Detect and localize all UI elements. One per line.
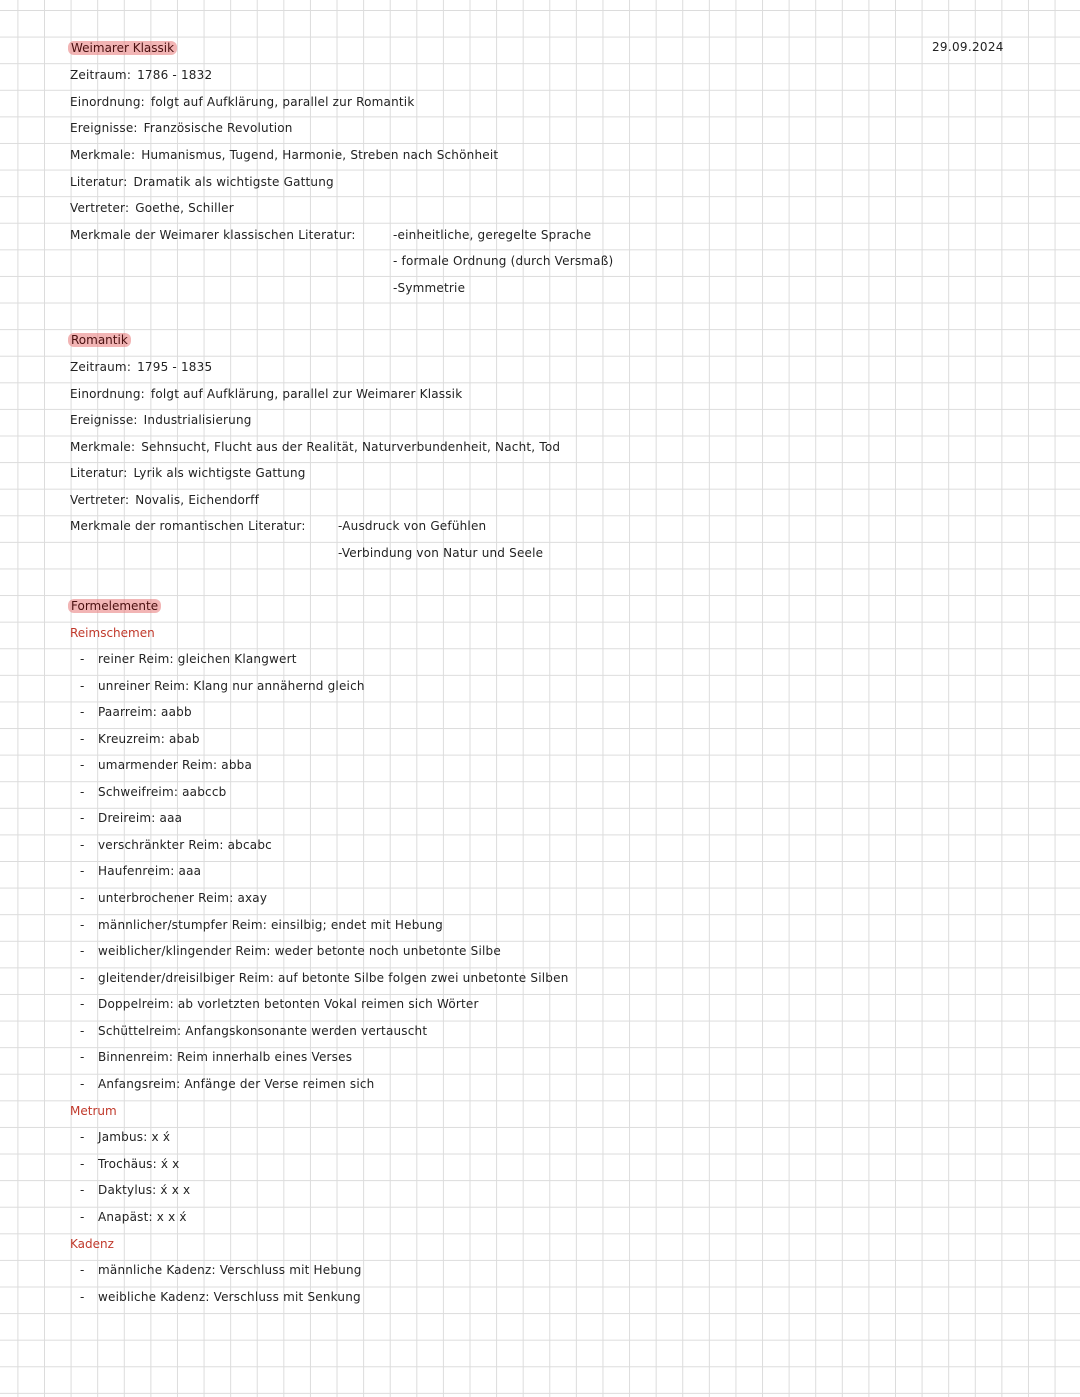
row-key: Vertreter: xyxy=(70,201,130,215)
romantik-row xyxy=(70,465,306,481)
klassik-row xyxy=(70,94,414,110)
list-item: - männliche Kadenz: Verschluss mit Hebung xyxy=(80,1263,362,1277)
item-text: Daktylus: x́ x x xyxy=(98,1183,191,1197)
list-item: - gleitender/dreisilbiger Reim: auf betonte Silbe folgen zwei unbetonte Silben xyxy=(80,971,569,985)
item-text: Doppelreim: ab vorletzten betonten Vokal reimen sich Wörter xyxy=(98,997,479,1011)
romantik-merkmal: -Ausdruck von Gefühlen xyxy=(338,519,487,533)
row-value: Novalis, Eichendorff xyxy=(135,493,259,507)
romantik-row xyxy=(70,439,560,455)
item-text: umarmender Reim: abba xyxy=(98,758,253,772)
list-item: - Schweifreim: aabccb xyxy=(80,785,227,799)
item-text: Schweifreim: aabccb xyxy=(98,785,227,799)
row-value: Dramatik als wichtigste Gattung xyxy=(133,175,334,189)
row-value: 1795 - 1835 xyxy=(137,360,213,374)
klassik-row xyxy=(70,174,334,190)
section-heading-romantik xyxy=(68,332,131,348)
item-text: männlicher/stumpfer Reim: einsilbig; endet mit Hebung xyxy=(98,918,443,932)
section-heading-formelemente xyxy=(68,598,161,614)
heading-text: Weimarer Klassik xyxy=(68,41,177,55)
list-item: - weibliche Kadenz: Verschluss mit Senkung xyxy=(80,1290,361,1304)
list-item: - unterbrochener Reim: axay xyxy=(80,891,268,905)
item-text: reiner Reim: gleichen Klangwert xyxy=(98,652,297,666)
list-item: - Trochäus: x́ x xyxy=(80,1157,180,1171)
list-item: - Anfangsreim: Anfänge der Verse reimen sich xyxy=(80,1077,375,1091)
klassik-merkmal: -Symmetrie xyxy=(393,281,466,295)
item-text: weiblicher/klingender Reim: weder betonte noch unbetonte Silbe xyxy=(98,944,501,958)
list-item: - Doppelreim: ab vorletzten betonten Vokal reimen sich Wörter xyxy=(80,997,479,1011)
row-key: Einordnung: xyxy=(70,95,145,109)
item-text: Anfangsreim: Anfänge der Verse reimen sich xyxy=(98,1077,375,1091)
row-key: Merkmale: xyxy=(70,148,136,162)
row-key: Literatur: xyxy=(70,175,128,189)
row-value: 1786 - 1832 xyxy=(137,68,213,82)
list-item: - umarmender Reim: abba xyxy=(80,758,253,772)
item-text: Dreireim: aaa xyxy=(98,811,183,825)
list-item: - weiblicher/klingender Reim: weder betonte noch unbetonte Silbe xyxy=(80,944,501,958)
romantik-merkmal: -Verbindung von Natur und Seele xyxy=(338,546,544,560)
subheading-kadenz: Kadenz xyxy=(70,1237,114,1251)
item-text: gleitender/dreisilbiger Reim: auf betonte Silbe folgen zwei unbetonte Silben xyxy=(98,971,569,985)
section-heading-klassik xyxy=(68,40,177,56)
klassik-row xyxy=(70,200,234,216)
klassik-merkmal: -einheitliche, geregelte Sprache xyxy=(393,228,592,242)
list-item: - Paarreim: aabb xyxy=(80,705,192,719)
klassik-merkmal: - formale Ordnung (durch Versmaß) xyxy=(393,254,614,268)
item-text: männliche Kadenz: Verschluss mit Hebung xyxy=(98,1263,362,1277)
item-text: unterbrochener Reim: axay xyxy=(98,891,268,905)
row-key: Einordnung: xyxy=(70,387,145,401)
list-item: - unreiner Reim: Klang nur annähernd gleich xyxy=(80,679,365,693)
row-value: Sehnsucht, Flucht aus der Realität, Naturverbundenheit, Nacht, Tod xyxy=(141,440,561,454)
row-key: Merkmale: xyxy=(70,440,136,454)
item-text: Anapäst: x x x́ xyxy=(98,1210,187,1224)
heading-text: Romantik xyxy=(68,333,131,347)
item-text: Paarreim: aabb xyxy=(98,705,192,719)
item-text: Binnenreim: Reim innerhalb eines Verses xyxy=(98,1050,353,1064)
list-item: - verschränkter Reim: abcabc xyxy=(80,838,272,852)
row-key: Vertreter: xyxy=(70,493,130,507)
list-item: - Schüttelreim: Anfangskonsonante werden vertauscht xyxy=(80,1024,428,1038)
subheading-reimschemen: Reimschemen xyxy=(70,626,155,640)
date: 29.09.2024 xyxy=(932,40,1004,54)
item-text: Haufenreim: aaa xyxy=(98,864,202,878)
romantik-row xyxy=(70,359,212,375)
klassik-row xyxy=(70,147,498,163)
row-value: folgt auf Aufklärung, parallel zur Romantik xyxy=(150,95,415,109)
list-item: - Daktylus: x́ x x xyxy=(80,1183,191,1197)
list-item: - Anapäst: x x x́ xyxy=(80,1210,187,1224)
item-text: unreiner Reim: Klang nur annähernd gleich xyxy=(98,679,365,693)
item-text: Schüttelreim: Anfangskonsonante werden vertauscht xyxy=(98,1024,428,1038)
row-value: Lyrik als wichtigste Gattung xyxy=(133,466,306,480)
romantik-row xyxy=(70,412,252,428)
item-text: Jambus: x x́ xyxy=(98,1130,171,1144)
romantik-row xyxy=(70,386,462,402)
row-key: Zeitraum: xyxy=(70,360,132,374)
subheading-metrum: Metrum xyxy=(70,1104,117,1118)
row-value: Humanismus, Tugend, Harmonie, Streben nach Schönheit xyxy=(141,148,499,162)
row-value: folgt auf Aufklärung, parallel zur Weimarer Klassik xyxy=(150,387,463,401)
row-key: Ereignisse: xyxy=(70,413,138,427)
row-key: Literatur: xyxy=(70,466,128,480)
klassik-merkmale-label: Merkmale der Weimarer klassischen Literatur: xyxy=(70,228,356,242)
romantik-row xyxy=(70,492,259,508)
list-item: - reiner Reim: gleichen Klangwert xyxy=(80,652,297,666)
item-text: Trochäus: x́ x xyxy=(98,1157,180,1171)
item-text: Kreuzreim: abab xyxy=(98,732,200,746)
row-key: Zeitraum: xyxy=(70,68,132,82)
romantik-merkmale-label: Merkmale der romantischen Literatur: xyxy=(70,519,306,533)
list-item: - Binnenreim: Reim innerhalb eines Verses xyxy=(80,1050,353,1064)
row-value: Französische Revolution xyxy=(143,121,293,135)
item-text: verschränkter Reim: abcabc xyxy=(98,838,272,852)
item-text: weibliche Kadenz: Verschluss mit Senkung xyxy=(98,1290,361,1304)
list-item: - männlicher/stumpfer Reim: einsilbig; endet mit Hebung xyxy=(80,918,443,932)
list-item: - Kreuzreim: abab xyxy=(80,732,200,746)
klassik-row xyxy=(70,120,293,136)
list-item: - Dreireim: aaa xyxy=(80,811,183,825)
list-item: - Jambus: x x́ xyxy=(80,1130,171,1144)
row-key: Ereignisse: xyxy=(70,121,138,135)
klassik-row xyxy=(70,67,212,83)
heading-text: Formelemente xyxy=(68,599,161,613)
row-value: Goethe, Schiller xyxy=(135,201,234,215)
list-item: - Haufenreim: aaa xyxy=(80,864,202,878)
row-value: Industrialisierung xyxy=(143,413,252,427)
